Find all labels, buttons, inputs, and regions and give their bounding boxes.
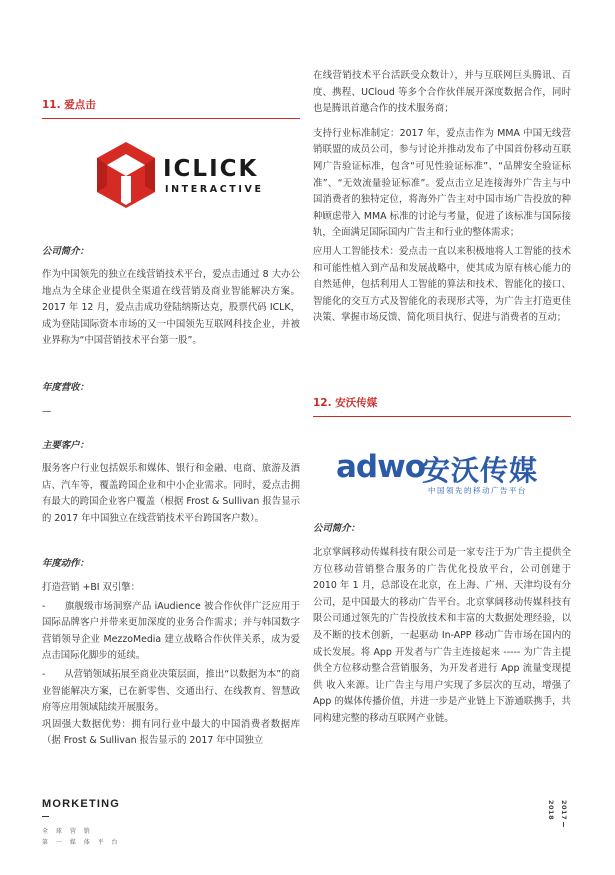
footer-divider	[42, 816, 49, 817]
actions-heading: 年度动作：	[42, 558, 89, 569]
section-title-adwo: 12. 安沃传媒	[313, 397, 378, 409]
year-divider	[563, 822, 564, 827]
action-item: - 旗舰级市场洞察产品 iAudience 被合作伙伴广泛应用于国际品牌客户并带来更加深度的业务合作需求；并与韩国数字营销领导企业 MezzoMedia 建立战略合作伙伴关系，成为爱点击国际化脚步的延续。	[42, 600, 300, 662]
year-label: 2017	[560, 800, 568, 821]
iclick-brand-sub: INTERACTIVE	[165, 184, 264, 195]
iclick-profile-text: 作为中国领先的独立在线营销技术平台，爱点击通过 8 大办公地点为全球企业提供全渠道在线营销及商业智能解决方案。2017 年 12 月，爱点击成功登陆纳斯达克，股票代码 ICLK，成为登陆国际资本市场的又一中国领先互联网科技企业，并被业界称为“中国营销技术平台第一股”。	[42, 269, 300, 347]
action-item: - 从营销领域拓展至商业决策层面，推出“以数据为本”的商业智能解决方案，已在新零售、交通出行、在线教育、智慧政府等应用领域陆续开展服务。	[42, 668, 300, 714]
revenue-value: —	[42, 406, 52, 417]
profile-heading: 公司简介：	[42, 246, 89, 257]
section-title-iclick: 11. 爱点击	[42, 99, 96, 111]
iclick-ai-text: 应用人工智能技术：爱点击一直以来积极地将人工智能的技术和可能性植入到产品和发展战略中，使其成为原有核心能力的自然延伸，包括利用人工智能的算法和技术、智能化的接口、智能化的交互方式及智能化的表现形式等，为广告主打造更佳决策、掌握市场反馈、简化项目执行、促进与消费者的互动；	[313, 245, 571, 324]
section-rule	[313, 416, 571, 417]
iclick-logo	[95, 140, 265, 210]
adwo-brand-cn: 安沃传媒	[422, 454, 539, 487]
action-bigdata: 巩固强大数据优势：拥有同行业中最大的中国消费者数据库（据 Frost & Sullivan 报告显示的 2017 年中国独立	[42, 718, 300, 747]
adwo-profile-text: 北京掌阔移动传媒科技有限公司是一家专注于为广告主提供全方位移动营销整合服务的广告优化投放平台，公司创建于 2010 年 1 月，总部设在北京，在上海、广州、天津均设有分公司，是中国最大的移动广告平台。北京掌阔移动传媒科技有限公司通过领先的广告投放技术和丰富的大数据处理经验，以及不断的技术创新，一起驱动 In-APP 移动广告市场在国内的成长发展。将 App 开发者与广告主连接起来 ----- 为广告主提供全方位移动整合营销服务，为开发者进行 App 流量变现提供 收入来源。让广告主与用户实现了多层次的互动，增强了 App 的媒体传播价值，并进一步是产业链上下游通联携手，共同构建完整的移动互联网产业链。	[313, 547, 571, 724]
iclick-standards-text: 支持行业标准制定：2017 年，爱点击作为 MMA 中国无线营销联盟的成员公司，参与讨论并推动发布了中国首份移动互联网广告验证标准，包含“可见性验证标准”、“品牌安全验证标准”、“无效流量验证标准”。爱点击立足连接海外广告主与中国消费者的独特定位，将海外广告主对中国市场广告投放的种种顾虑带入 MMA 标准的讨论与考量，促进了该标准与国际接轨，全面满足国际国内广告主和行业的整体需求；	[313, 127, 571, 239]
profile-heading: 公司简介：	[313, 523, 360, 534]
adwo-tagline: 中国领先的移动广告平台	[428, 486, 527, 495]
actions-intro: 打造营销 +BI 双引擎：	[42, 582, 141, 593]
iclick-brand-text: ICLICK	[163, 156, 259, 182]
iclick-clients-text: 服务客户行业包括娱乐和媒体、银行和金融、电商、旅游及酒店、汽车等，覆盖跨国企业和中小企业需求。同时，爱点击拥有最大的跨国企业客户覆盖（根据 Frost & Sullivan 报告显示的 2017 年中国独立在线营销技术平台跨国客户数）。	[42, 463, 300, 524]
adwo-logo	[336, 447, 556, 499]
footer-tagline: 第 一 媒 体 平 台	[42, 839, 121, 846]
iclick-cube-icon	[95, 140, 157, 210]
adwo-brand-latin: adwo	[336, 449, 426, 485]
revenue-heading: 年度营收：	[42, 382, 89, 393]
clients-heading: 主要客户：	[42, 440, 89, 451]
iclick-continued-text: 在线营销技术平台活跃受众数计），并与互联网巨头腾讯、百度、携程、UCloud 等多个合作伙伴展开深度数据合作，同时也是腾讯首邀合作的技术服务商；	[313, 70, 571, 115]
section-rule	[42, 118, 300, 119]
year-label: 2018	[547, 800, 555, 821]
footer-brand: MORKETING	[42, 798, 121, 810]
footer-tagline: 全 球 营 销	[42, 828, 93, 835]
